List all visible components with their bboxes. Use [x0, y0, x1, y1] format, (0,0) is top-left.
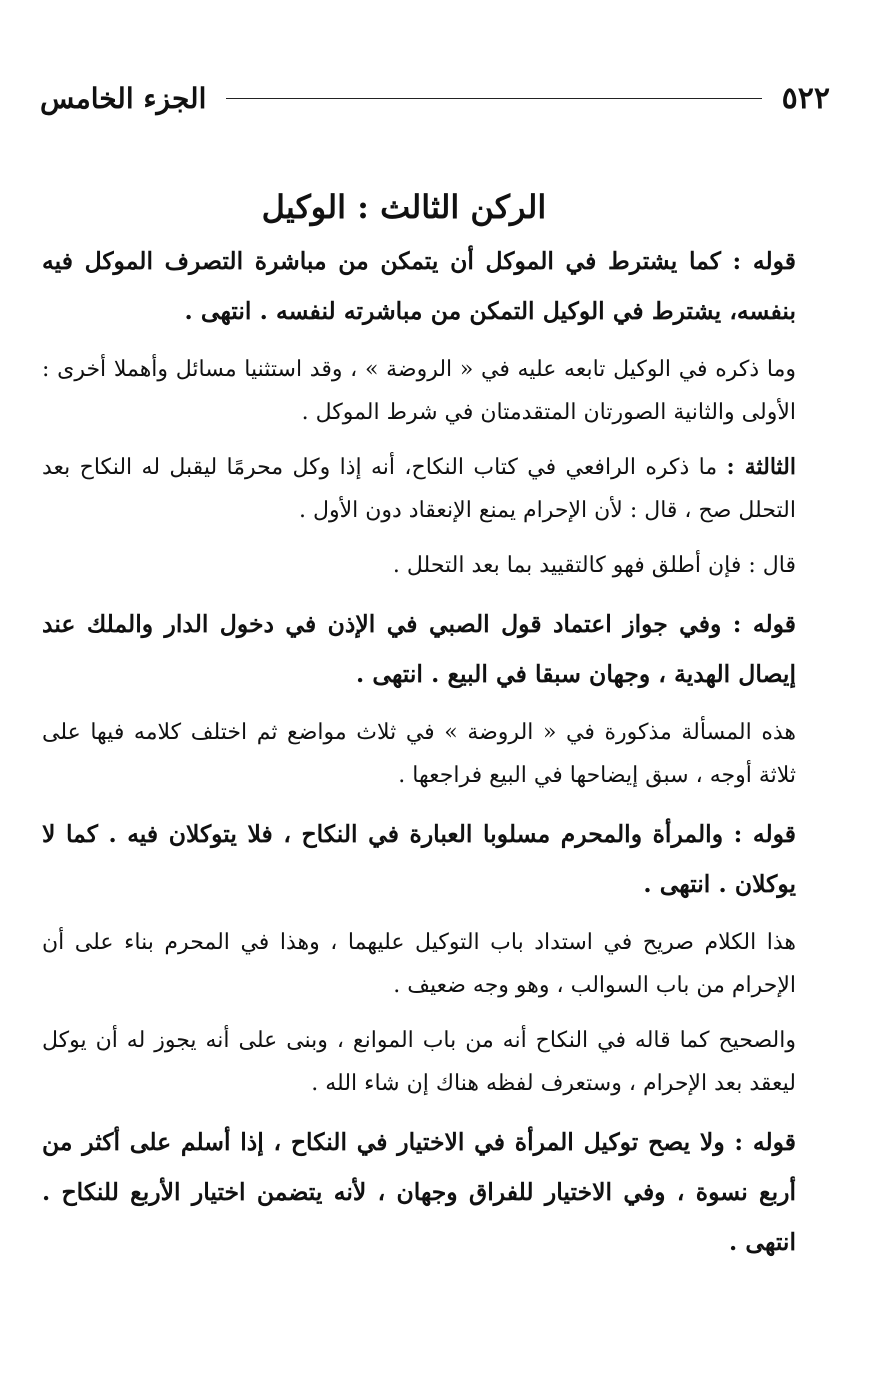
paragraph-commentary: هذه المسألة مذكورة في « الروضة » في ثلاث مواضع ثم اختلف كلامه فيها على ثلاثة أوجه ، سبق إيضاحها في البيع فراجعها . — [42, 720, 796, 788]
paragraph-quote: قوله : والمرأة والمحرم مسلوبا العبارة في النكاح ، فلا يتوكلان فيه . كما لا يوكلان . انتهى . — [42, 820, 796, 898]
paragraph-commentary: وما ذكره في الوكيل تابعه عليه في « الروضة » ، وقد استثنيا مسائل وأهملا أخرى : الأولى والثانية الصورتان المتقدمتان في شرط الموكل . — [42, 357, 796, 425]
paragraph-quote: قوله : كما يشترط في الموكل أن يتمكن من مباشرة التصرف الموكل فيه بنفسه، يشترط في الوكيل التمكن من مباشرته لنفسه . انتهى . — [42, 247, 796, 325]
header-rule — [226, 98, 761, 99]
paragraph-quote: قوله : ولا يصح توكيل المرأة في الاختيار في النكاح ، إذا أسلم على أكثر من أربع نسوة ، وفي الاختيار للفراق وجهان ، لأنه يتضمن اختيار الأربع للنكاح . انتهى . — [42, 1128, 796, 1256]
paragraph-commentary: والصحيح كما قاله في النكاح أنه من باب الموانع ، وبنى على أنه يجوز له أن يوكل ليعقد بعد الإحرام ، وستعرف لفظه هناك إن شاء الله . — [42, 1028, 796, 1096]
page-header — [40, 78, 830, 118]
page-number: ٥٢٢ — [781, 80, 830, 116]
running-title: الجزء الخامس — [40, 81, 207, 115]
section-title: الركن الثالث : الوكيل — [261, 188, 547, 226]
paragraph-text: ما ذكره الرافعي في كتاب النكاح، أنه إذا وكل محرمًا ليقبل له النكاح بعد التحلل صح ، قال : لأن الإحرام يمنع الإنعقاد دون الأول . — [42, 455, 796, 523]
page-body — [42, 188, 796, 1279]
paragraph-commentary — [42, 446, 796, 532]
paragraph-lead: الثالثة : — [726, 454, 796, 480]
paragraph-commentary: هذا الكلام صريح في استداد باب التوكيل عليهما ، وهذا في المحرم بناء على أن الإحرام من باب السوالب ، وهو وجه ضعيف . — [42, 930, 796, 998]
paragraph-quote: قوله : وفي جواز اعتماد قول الصبي في الإذن في دخول الدار والملك عند إيصال الهدية ، وجهان سبقا في البيع . انتهى . — [42, 610, 796, 688]
paragraph-commentary: قال : فإن أطلق فهو كالتقييد بما بعد التحلل . — [392, 553, 796, 578]
